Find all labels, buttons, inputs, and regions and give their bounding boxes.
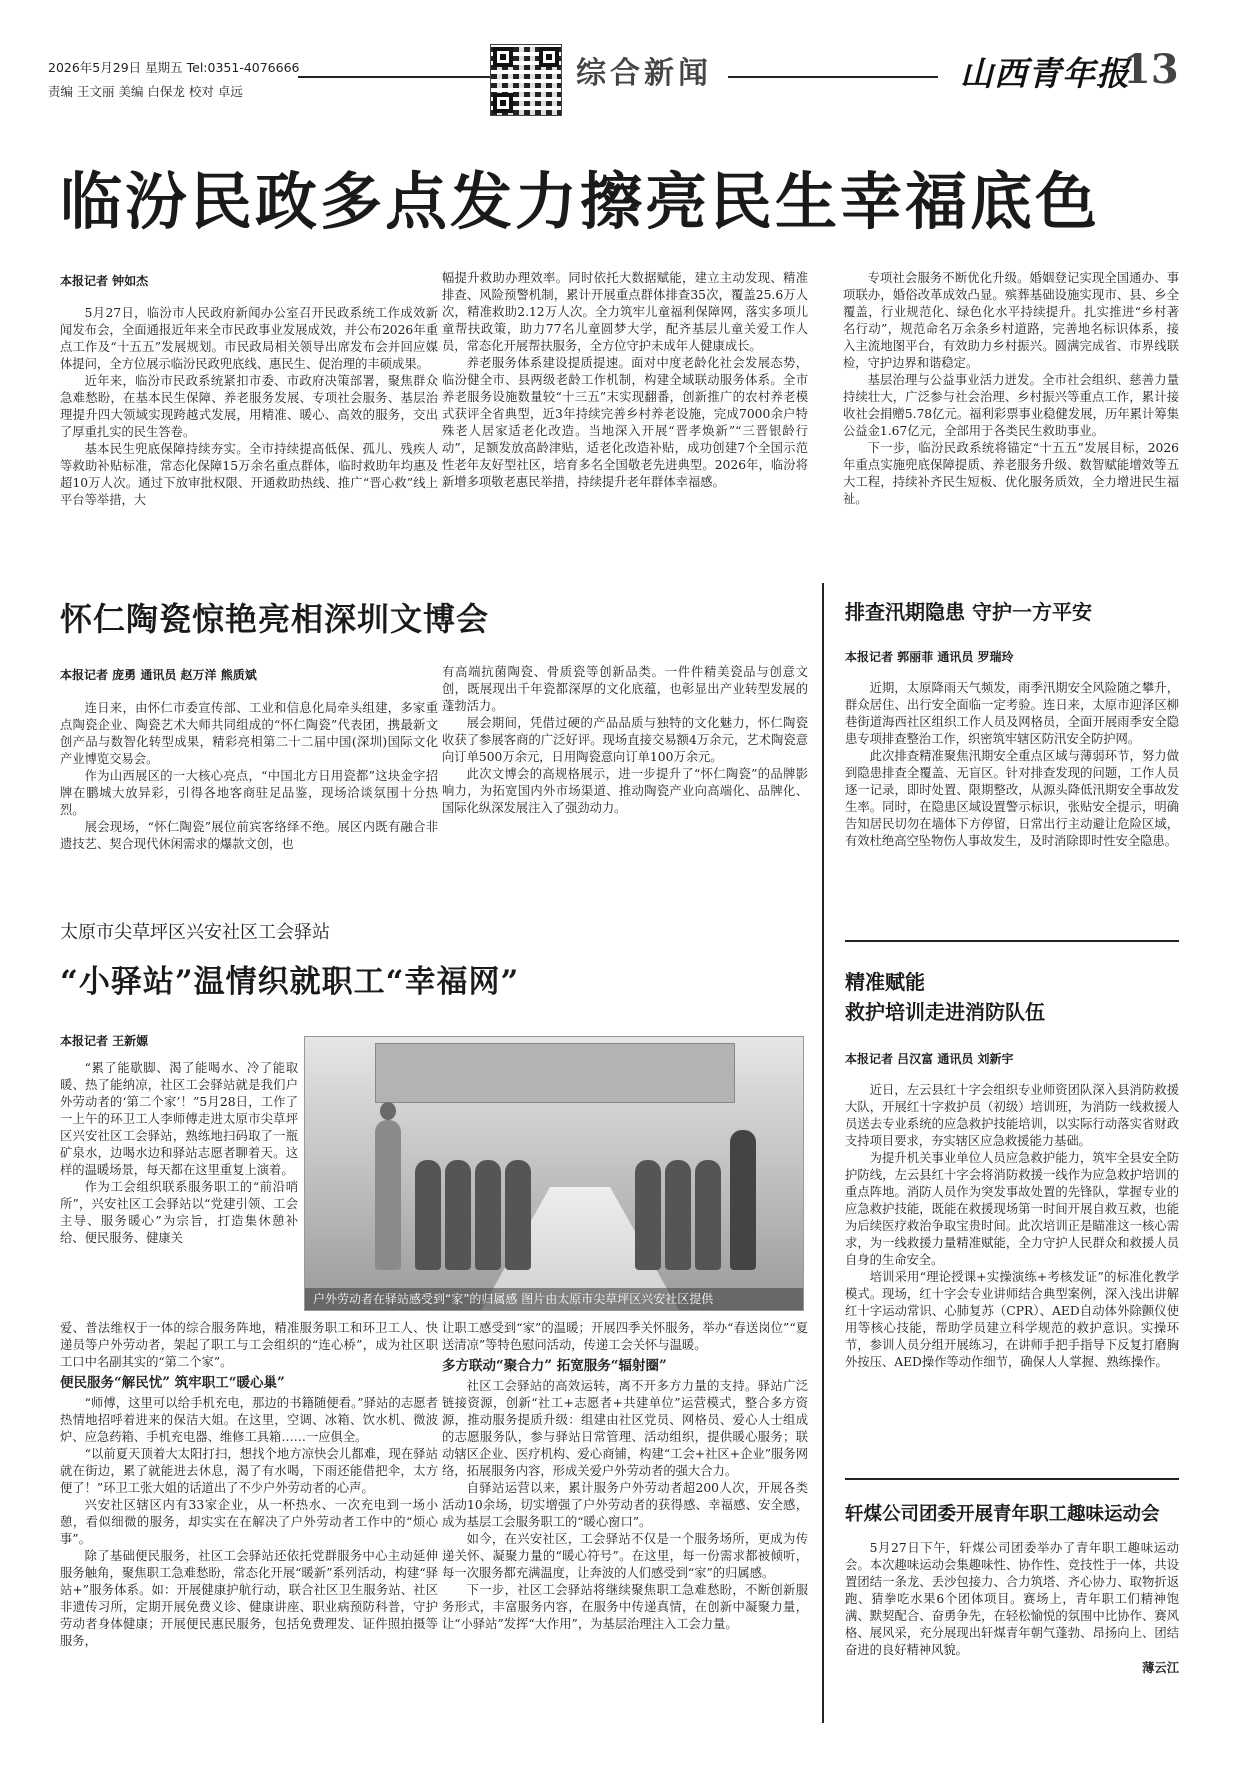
page-number: 13 [1123, 46, 1179, 93]
article6-body [845, 1540, 1179, 1740]
paragraph: 展会现场，“怀仁陶瓷”展位前宾客络绎不绝。展区内既有融合非遗技艺、契合现代休闲需求的爆款文创，也 [60, 820, 438, 851]
photo-person [635, 1160, 661, 1270]
station-photo [304, 1036, 804, 1311]
article6-headline: 轩煤公司团委开展青年职工趣味运动会 [845, 1504, 1160, 1525]
paragraph: 此次文博会的高规格展示，进一步提升了“怀仁陶瓷”的品牌影响力，为拓宽国内外市场渠道、推动陶瓷产业向高端化、品牌化、国际化纵深发展注入了强劲动力。 [442, 767, 808, 815]
photo-person [505, 1160, 531, 1270]
article4-headline: “小驿站”温情织就职工“幸福网” [60, 964, 520, 1000]
article4-column-1-top [60, 1060, 298, 1320]
article2-byline: 本报记者 庞勇 通讯员 赵万洋 熊质斌 [60, 668, 257, 682]
section-divider [845, 1478, 1179, 1480]
header-staff: 责编 王文丽 美编 白保龙 校对 卓远 [48, 84, 243, 99]
paragraph: 兴安社区辖区内有33家企业，从一杯热水、一次充电到一场小憩，看似细微的服务，却实实在在解决了户外劳动者工作中的“烦心事”。 [60, 1498, 438, 1546]
paragraph: “以前夏天顶着大太阳打扫，想找个地方凉快会儿都难，现在驿站就在街边，累了就能进去休息，渴了有水喝，下雨还能借把伞，太方便了！”环卫工张大姐的话道出了不少户外劳动者的心声。 [60, 1447, 438, 1495]
paragraph: 近年来，临汾市民政系统紧扣市委、市政府决策部署，聚焦群众急难愁盼，在基本民生保障、养老服务发展、专项社会服务、基层治理提升四大领域实现跨越式发展，用精准、暖心、高效的服务，交出了厚重扎实的民生答卷。 [60, 374, 438, 439]
column-divider [822, 583, 824, 1723]
paragraph: 下一步，社区工会驿站将继续聚焦职工急难愁盼，不断创新服务形式，丰富服务内容，在服务中传递真情，在创新中凝聚力量，让“小驿站”发挥“大作用”，为基层治理注入工会力量。 [442, 1583, 808, 1631]
paragraph: “师傅，这里可以给手机充电，那边的书籍随便看。”驿站的志愿者热情地招呼着进来的保洁大姐。在这里，空调、冰箱、饮水机、微波炉、应急药箱、手机充电器、维修工具箱……一应俱全。 [60, 1396, 438, 1444]
header-date-tel: 2026年5月29日 星期五 Tel:0351-4076666 [48, 60, 300, 75]
newspaper-logo: 山西青年报 [960, 54, 1130, 93]
section-name: 综合新闻 [576, 56, 712, 91]
paragraph: 展会期间，凭借过硬的产品品质与独特的文化魅力，怀仁陶瓷收获了参展客商的广泛好评。现场直接交易额4万余元，艺术陶瓷意向订单500万余元，日用陶瓷意向订单100万余元。 [442, 716, 808, 764]
paragraph: 养老服务体系建设提质提速。面对中度老龄化社会发展态势，临汾健全市、县两级老龄工作机制，构建全域联动服务体系。全市养老服务设施数量较“十三五”末实现翻番，创新推广的农村养老模式获评全省典型，近3年持续完善乡村养老设施，完成7000余户特殊老人居家适老化改造。当地深入开展“晋孝焕新”“三晋银龄行动”，足额发放高龄津贴，适老化改造补贴，成功创建7个全国示范性老年友好型社区，培育多名全国敬老先进典型。2026年，临汾将新增多项敬老惠民举措，持续提升老年群体幸福感。 [442, 356, 808, 489]
paragraph: 5月27日下午，轩煤公司团委举办了青年职工趣味运动会。本次趣味运动会集趣味性、协作性、竞技性于一体，共设置团结一条龙、丢沙包接力、合力筑塔、齐心协力、取物折返跑、猜拳吃水果6个团体项目。赛场上，青年职工们精神饱满、默契配合、奋勇争先，在轻松愉悦的氛围中比协作、赛风格、展风采，充分展现出轩煤青年朝气蓬勃、昂扬向上、团结奋进的良好精神风貌。 [845, 1541, 1179, 1657]
article1-column-2 [442, 270, 808, 567]
photo-person [415, 1160, 441, 1270]
article5-headline-line2: 救护培训走进消防队伍 [845, 1000, 1045, 1024]
article4-byline: 本报记者 王新嫄 [60, 1034, 149, 1048]
photo-person [375, 1120, 401, 1270]
article5-headline-line1: 精准赋能 [845, 970, 925, 994]
photo-banner [375, 1043, 735, 1103]
photo-person-head [380, 1102, 396, 1120]
paragraph: 作为山西展区的一大核心亮点，“中国北方日用瓷都”这块金字招牌在鹏城大放异彩，引得各地客商驻足品鉴，现场洽谈氛围十分热烈。 [60, 769, 438, 817]
photo-person [695, 1160, 721, 1270]
photo-person [665, 1160, 691, 1270]
paragraph: 除了基础便民服务，社区工会驿站还依托党群服务中心主动延伸服务触角，聚焦职工急难愁盼，常态化开展“暖新”系列活动，构建“驿站+”服务体系。如：开展健康护航行动，联合社区卫生服务站、社区非遗传习所，定期开展免费义诊、健康讲座、职业病预防科普，守护劳动者身体健康；开展便民惠民服务，包括免费理发、证件照拍摄等服务， [60, 1549, 438, 1648]
section-divider [845, 940, 1179, 942]
header-divider-right [728, 76, 938, 78]
article6-signature: 薄云江 [1142, 1660, 1179, 1675]
article1-byline: 本报记者 钟如杰 [60, 274, 149, 288]
paragraph: 为提升机关事业单位人员应急救护能力，筑牢全县安全防护防线，左云县红十字会将消防救援一线作为应急救护培训的重点阵地。消防人员作为突发事故处置的先锋队，掌握专业的应急救护技能，既能在救援现场第一时间开展自救互救，也能为后续医疗救治争取宝贵时间。此次培训正是瞄准这一核心需求，为一线救援力量精准赋能，全力守护人民群众和救援人员自身的生命安全。 [845, 1151, 1179, 1267]
paragraph: 幅提升救助办理效率。同时依托大数据赋能，建立主动发现、精准排查、风险预警机制，累计开展重点群体排查35次，覆盖25.6万人次，精准救助2.12万人次。全力筑牢儿童福利保障网，落实多项儿童帮扶政策，助力77名儿童圆梦大学，配齐基层儿童关爱工作人员，常态化开展帮扶服务，全方位守护未成年人健康成长。 [442, 271, 808, 353]
article4-kicker: 太原市尖草坪区兴安社区工会驿站 [60, 922, 330, 943]
article5-byline: 本报记者 吕汉富 通讯员 刘新宇 [845, 1052, 1014, 1066]
paragraph: 自驿站运营以来，累计服务户外劳动者超200人次，开展各类活动10余场，切实增强了户外劳动者的获得感、幸福感、安全感，成为基层工会服务职工的“暖心窗口”。 [442, 1481, 808, 1529]
paragraph: 社区工会驿站的高效运转，离不开多方力量的支持。驿站广泛链接资源，创新“社工+志愿者+共建单位”运营模式，整合多方资源，推动服务提质升级：组建由社区党员、网格员、爱心人士组成的志愿服务队，参与驿站日常管理、活动组织，提供暖心服务；联动辖区企业、医疗机构、爱心商铺，构建“工会+社区+企业”服务网络，拓展服务内容，形成关爱户外劳动者的强大合力。 [442, 1379, 808, 1478]
paragraph: 连日来，由怀仁市委宣传部、工业和信息化局牵头组建，多家重点陶瓷企业、陶瓷艺术大师共同组成的“怀仁陶瓷”代表团，携最新文创产品与数智化转型成果，精彩亮相第二十二届中国(深圳)国际文化产业博览交易会。 [60, 701, 438, 766]
paragraph: 基层治理与公益事业活力迸发。全市社会组织、慈善力量持续壮大，广泛参与社会治理、乡村振兴等重点工作，累计接收社会捐赠5.78亿元。福利彩票事业稳健发展，历年累计筹集公益金1.67亿元，全部用于各类民生救助事业。 [843, 373, 1179, 438]
article2-column-1 [60, 700, 438, 868]
article4-column-2 [442, 1320, 808, 1738]
photo-person [445, 1160, 471, 1270]
page-header [48, 40, 1198, 110]
paragraph: 有高端抗菌陶瓷、骨质瓷等创新品类。一件件精美瓷品与创意文创，既展现出千年瓷都深厚的文化底蕴，也彰显出产业转型发展的蓬勃活力。 [442, 665, 808, 713]
paragraph: 基本民生兜底保障持续夯实。全市持续提高低保、孤儿、残疾人等救助补贴标准，常态化保障15万余名重点群体，临时救助年均惠及超10万人次。通过下放审批权限、开通救助热线、推广“晋心救”线上平台等举措，大 [60, 442, 438, 507]
paragraph: “累了能歇脚、渴了能喝水、冷了能取暖、热了能纳凉，社区工会驿站就是我们户外劳动者的‘第二个家’！”5月28日，工作了一上午的环卫工人李师傅走进太原市尖草坪区兴安社区工会驿站，熟练地扫码取了一瓶矿泉水，边喝水边和驿站志愿者聊着天。这样的温暖场景，每天都在这里重复上演着。 [60, 1061, 298, 1177]
article4-subheading-2: 多方联动“聚合力” 拓宽服务“辐射圈” [442, 1358, 667, 1374]
paragraph: 近期，太原降雨天气频发，雨季汛期安全风险随之攀升，群众居住、出行安全面临一定考验。连日来，太原市迎泽区柳巷街道海西社区组织工作人员及网格员，全面开展雨季安全隐患专项排查整治工作，织密筑牢辖区防汛安全防护网。 [845, 681, 1179, 746]
article3-body [845, 680, 1179, 920]
article4-column-1 [60, 1320, 438, 1738]
paragraph: 此次排查精准聚焦汛期安全重点区域与薄弱环节，努力做到隐患排查全覆盖、无盲区。针对排查发现的问题，工作人员逐一记录，即时处置、限期整改，从源头降低汛期安全事故发生率。同时，在隐患区域设置警示标识，张贴安全提示，明确告知居民切勿在墙体下方停留，日常出行主动避让危险区域，有效杜绝高空坠物伤人事故发生，及时消除即时性安全隐患。 [845, 749, 1179, 848]
article2-column-2 [442, 664, 808, 868]
paragraph: 如今，在兴安社区，工会驿站不仅是一个服务场所，更成为传递关怀、凝聚力量的“暖心符号”。在这里，每一份需求都被倾听，每一次服务都充满温度，让奔波的人们感受到“家”的归属感。 [442, 1532, 808, 1580]
paragraph: 作为工会组织联系服务职工的“前沿哨所”，兴安社区工会驿站以“党建引领、工会主导、服务暖心”为宗旨，打造集休憩补给、便民服务、健康关 [60, 1180, 298, 1245]
qr-code-icon[interactable] [490, 44, 562, 116]
photo-caption: 户外劳动者在驿站感受到“家”的归属感 图片由太原市尖草坪区兴安社区提供 [305, 1288, 803, 1310]
article1-column-3 [843, 270, 1179, 567]
paragraph: 爱、普法维权于一体的综合服务阵地，精准服务职工和环卫工人、快递员等户外劳动者，架起了职工与工会组织的“连心桥”，成为社区职工口中名副其实的“第二个家”。 [60, 1321, 438, 1369]
article3-byline: 本报记者 郭丽菲 通讯员 罗瑞玲 [845, 650, 1014, 664]
paragraph: 下一步，临汾民政系统将锚定“十五五”发展目标，2026年重点实施兜底保障提质、养老服务升级、数智赋能增效等五大工程，持续补齐民生短板、优化服务质效，全力增进民生福祉。 [843, 441, 1179, 506]
photo-person [475, 1160, 501, 1270]
paragraph: 专项社会服务不断优化升级。婚姻登记实现全国通办、事项联办，婚俗改革成效凸显。殡葬基础设施实现市、县、乡全覆盖，行业规范化、绿色化水平持续提升。扎实推进“乡村著名行动”，规范命名万余条乡村道路，完善地名标识体系，接入主流地图平台，有效助力乡村振兴。圆满完成省、市界线联检，守护边界和谐稳定。 [843, 271, 1179, 370]
paragraph: 近日，左云县红十字会组织专业师资团队深入县消防救援大队，开展红十字救护员（初级）培训班，为消防一线救援人员送去专业系统的应急救护技能培训，以实际行动落实省财政支持项目要求，夯实辖区应急救援能力基础。 [845, 1083, 1179, 1148]
article1-column-1 [60, 305, 438, 567]
paragraph: 培训采用“理论授课+实操演练+考核发证”的标准化教学模式。现场，红十字会专业讲师结合典型案例，深入浅出讲解红十字运动常识、心肺复苏（CPR）、AED自动体外除颤仪使用等核心技能，帮助学员建立科学规范的救护意识。实操环节，参训人员分组开展练习，在讲师手把手指导下反复打磨胸外按压、AED操作等动作细节，确保人人掌握、熟练操作。 [845, 1270, 1179, 1369]
article3-headline: 排查汛期隐患 守护一方平安 [845, 600, 1092, 624]
article2-headline: 怀仁陶瓷惊艳亮相深圳文博会 [60, 600, 490, 638]
article1-headline: 临汾民政多点发力擦亮民生幸福底色 [60, 165, 1101, 238]
paragraph: 让职工感受到“家”的温暖；开展四季关怀服务，举办“春送岗位”“夏送清凉”等特色慰问活动，传递工会关怀与温暖。 [442, 1321, 808, 1352]
photo-person [730, 1130, 756, 1270]
paragraph: 5月27日，临汾市人民政府新闻办公室召开民政系统工作成效新闻发布会，全面通报近年来全市民政事业发展成效，并公布2026年重点工作及“十五五”发展规划。市民政局相关领导出席发布会并回应媒体提问，全方位展示临汾民政兜底线、惠民生、促治理的丰硕成果。 [60, 306, 438, 371]
article4-subheading-1: 便民服务“解民忧” 筑牢职工“暖心巢” [60, 1375, 285, 1391]
article5-body [845, 1082, 1179, 1470]
